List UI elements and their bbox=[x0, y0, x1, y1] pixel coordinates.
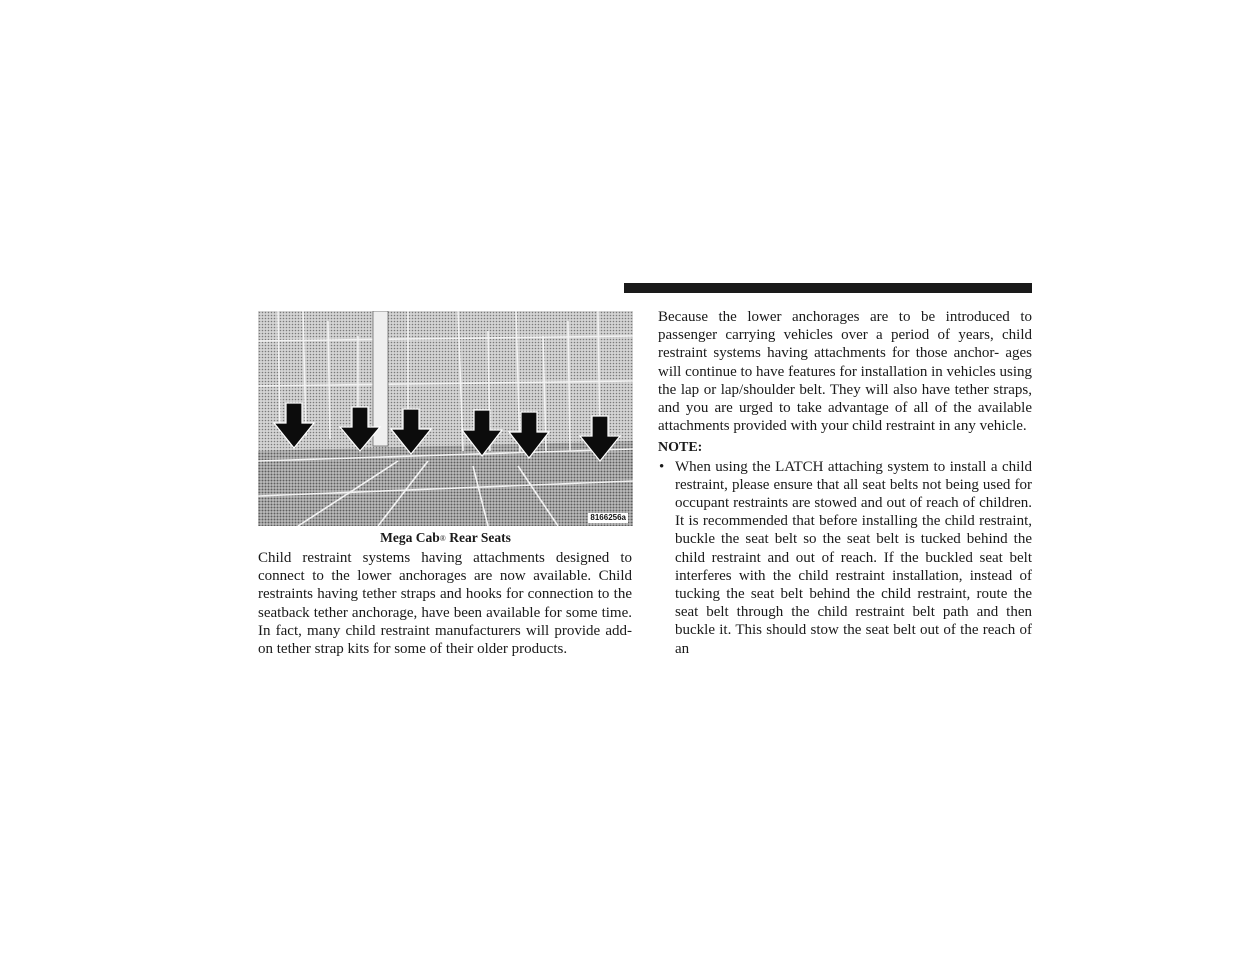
note-bullet-item bbox=[658, 458, 1032, 658]
bullet-mark: • bbox=[659, 458, 665, 475]
note-heading: NOTE: bbox=[658, 440, 703, 456]
rear-seats-illustration bbox=[258, 311, 633, 526]
section-header-bar bbox=[624, 283, 1032, 293]
figure-code: 8166256a bbox=[590, 513, 626, 522]
right-column bbox=[658, 308, 1032, 658]
right-paragraph: Because the lower anchorages are to be introduced to passenger carrying vehicles over a period of years, child restraint systems having attachments for those anchor- ages will continue to have features for installation in vehicles using the lap or lap/shoulder belt. They will also have tether straps, and you are urged to take advantage of all of the available attachments provided with your child restraint in any vehicle. bbox=[658, 309, 1032, 435]
registered-mark: ® bbox=[439, 534, 446, 543]
left-paragraph: Child restraint systems having attachments designed to connect to the lower anchorages are now available. Child restraints having tether straps and hooks for connection to the seatback tether anchorage, have been available for some time. In fact, many child restraint manufacturers will provide add-on tether strap kits for some of their older products. bbox=[258, 550, 632, 658]
note-bullet-text: When using the LATCH attaching system to install a child restraint, please ensure that all seat belts not being used for occupant restraints are stowed and out of reach of children. It is recommended that before installing the child restraint, buckle the seat belt so the seat belt is tucked behind the child restraint and out of reach. If the buckled seat belt interferes with the child restraint installation, instead of tucking the seat belt behind the child restraint, route the seat belt through the child restraint belt path and then buckle it. This should stow the seat belt out of the reach of an bbox=[675, 458, 1032, 657]
rear-seats-figure bbox=[258, 311, 633, 526]
figure-caption: Mega Cab® Rear Seats bbox=[380, 530, 511, 545]
note-bullet-list bbox=[658, 458, 1032, 658]
